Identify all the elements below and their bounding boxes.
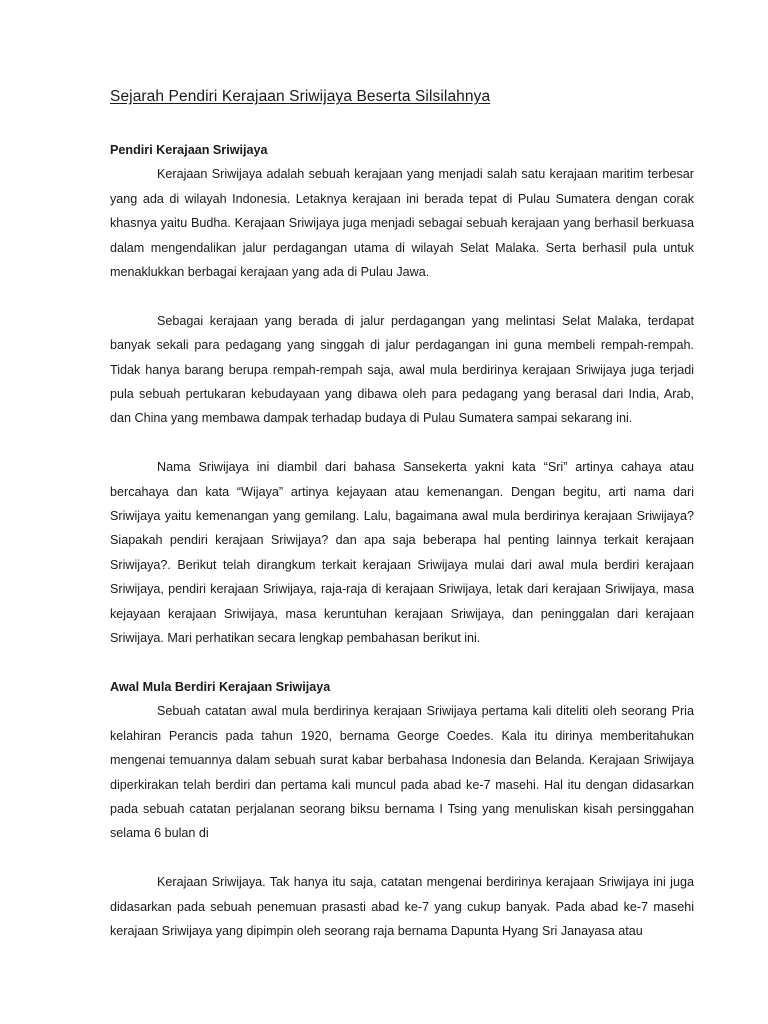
paragraph: Kerajaan Sriwijaya. Tak hanya itu saja, catatan mengenai berdirinya kerajaan Sriwijaya ini juga didasarkan pada sebuah penemuan prasasti abad ke-7 yang cukup banyak. Pada abad ke-7 masehi kerajaan Sriwijaya yang dipimpin oleh seorang raja bernama Dapunta Hyang Sri Janayasa atau: [110, 875, 694, 938]
paragraph-spacer: [110, 284, 694, 308]
paragraph-spacer: [110, 651, 694, 675]
paragraph-spacer: [110, 846, 694, 870]
paragraph-spacer: [110, 431, 694, 455]
document-title: Sejarah Pendiri Kerajaan Sriwijaya Beserta Silsilahnya: [110, 88, 491, 105]
paragraph: Kerajaan Sriwijaya adalah sebuah kerajaan yang menjadi salah satu kerajaan maritim terbesar yang ada di wilayah Indonesia. Letaknya kerajaan ini berada tepat di Pulau Sumatera dengan corak khasnya yaitu Budha. Kerajaan Sriwijaya juga menjadi sebagai sebuah kerajaan yang berhasil berkuasa dalam mengendalikan jalur perdagangan utama di wilayah Selat Malaka. Serta berhasil pula untuk menaklukkan berbagai kerajaan yang ada di Pulau Jawa.: [110, 167, 694, 280]
paragraph: Sebuah catatan awal mula berdirinya kerajaan Sriwijaya pertama kali diteliti oleh seorang Pria kelahiran Perancis pada tahun 1920, bernama George Coedes. Kala itu dirinya memberitahukan mengenai temuannya dalam sebuah surat kabar berbahasa Indonesia dan Belanda. Kerajaan Sriwijaya diperkirakan telah berdiri dan pertama kali muncul pada abad ke-7 masehi. Hal itu dengan didasarkan pada sebuah catatan perjalanan seorang biksu bernama I Tsing yang menuliskan kisah persinggahan selama 6 bulan di: [110, 704, 694, 841]
document-body: [110, 86, 694, 943]
paragraph: Nama Sriwijaya ini diambil dari bahasa Sansekerta yakni kata “Sri” artinya cahaya atau bercahaya dan kata “Wijaya” artinya kejayaan atau kemenangan. Dengan begitu, arti nama dari Sriwijaya yaitu kemenangan yang gemilang. Lalu, bagaimana awal mula berdirinya kerajaan Sriwijaya? Siapakah pendiri kerajaan Sriwijaya? dan apa saja beberapa hal penting lainnya terkait kerajaan Sriwijaya?. Berikut telah dirangkum terkait kerajaan Sriwijaya mulai dari awal mula berdiri kerajaan Sriwijaya, pendiri kerajaan Sriwijaya, raja-raja di kerajaan Sriwijaya, letak dari kerajaan Sriwijaya, masa kejayaan kerajaan Sriwijaya, masa keruntuhan kerajaan Sriwijaya, dan peninggalan dari kerajaan Sriwijaya. Mari perhatikan secara lengkap pembahasan berikut ini.: [110, 460, 694, 646]
paragraph: Sebagai kerajaan yang berada di jalur perdagangan yang melintasi Selat Malaka, terdapat banyak sekali para pedagang yang singgah di jalur perdagangan ini guna membeli rempah-rempah. Tidak hanya barang berupa rempah-rempah saja, awal mula berdirinya kerajaan Sriwijaya juga terjadi pula sebuah pertukaran kebudayaan yang dibawa oleh para pedagang yang berasal dari India, Arab, dan China yang membawa dampak terhadap budaya di Pulau Sumatera sampai sekarang ini.: [110, 313, 694, 426]
section-heading-awal-mula: Awal Mula Berdiri Kerajaan Sriwijaya: [110, 679, 331, 694]
section-heading-pendiri: Pendiri Kerajaan Sriwijaya: [110, 143, 268, 157]
